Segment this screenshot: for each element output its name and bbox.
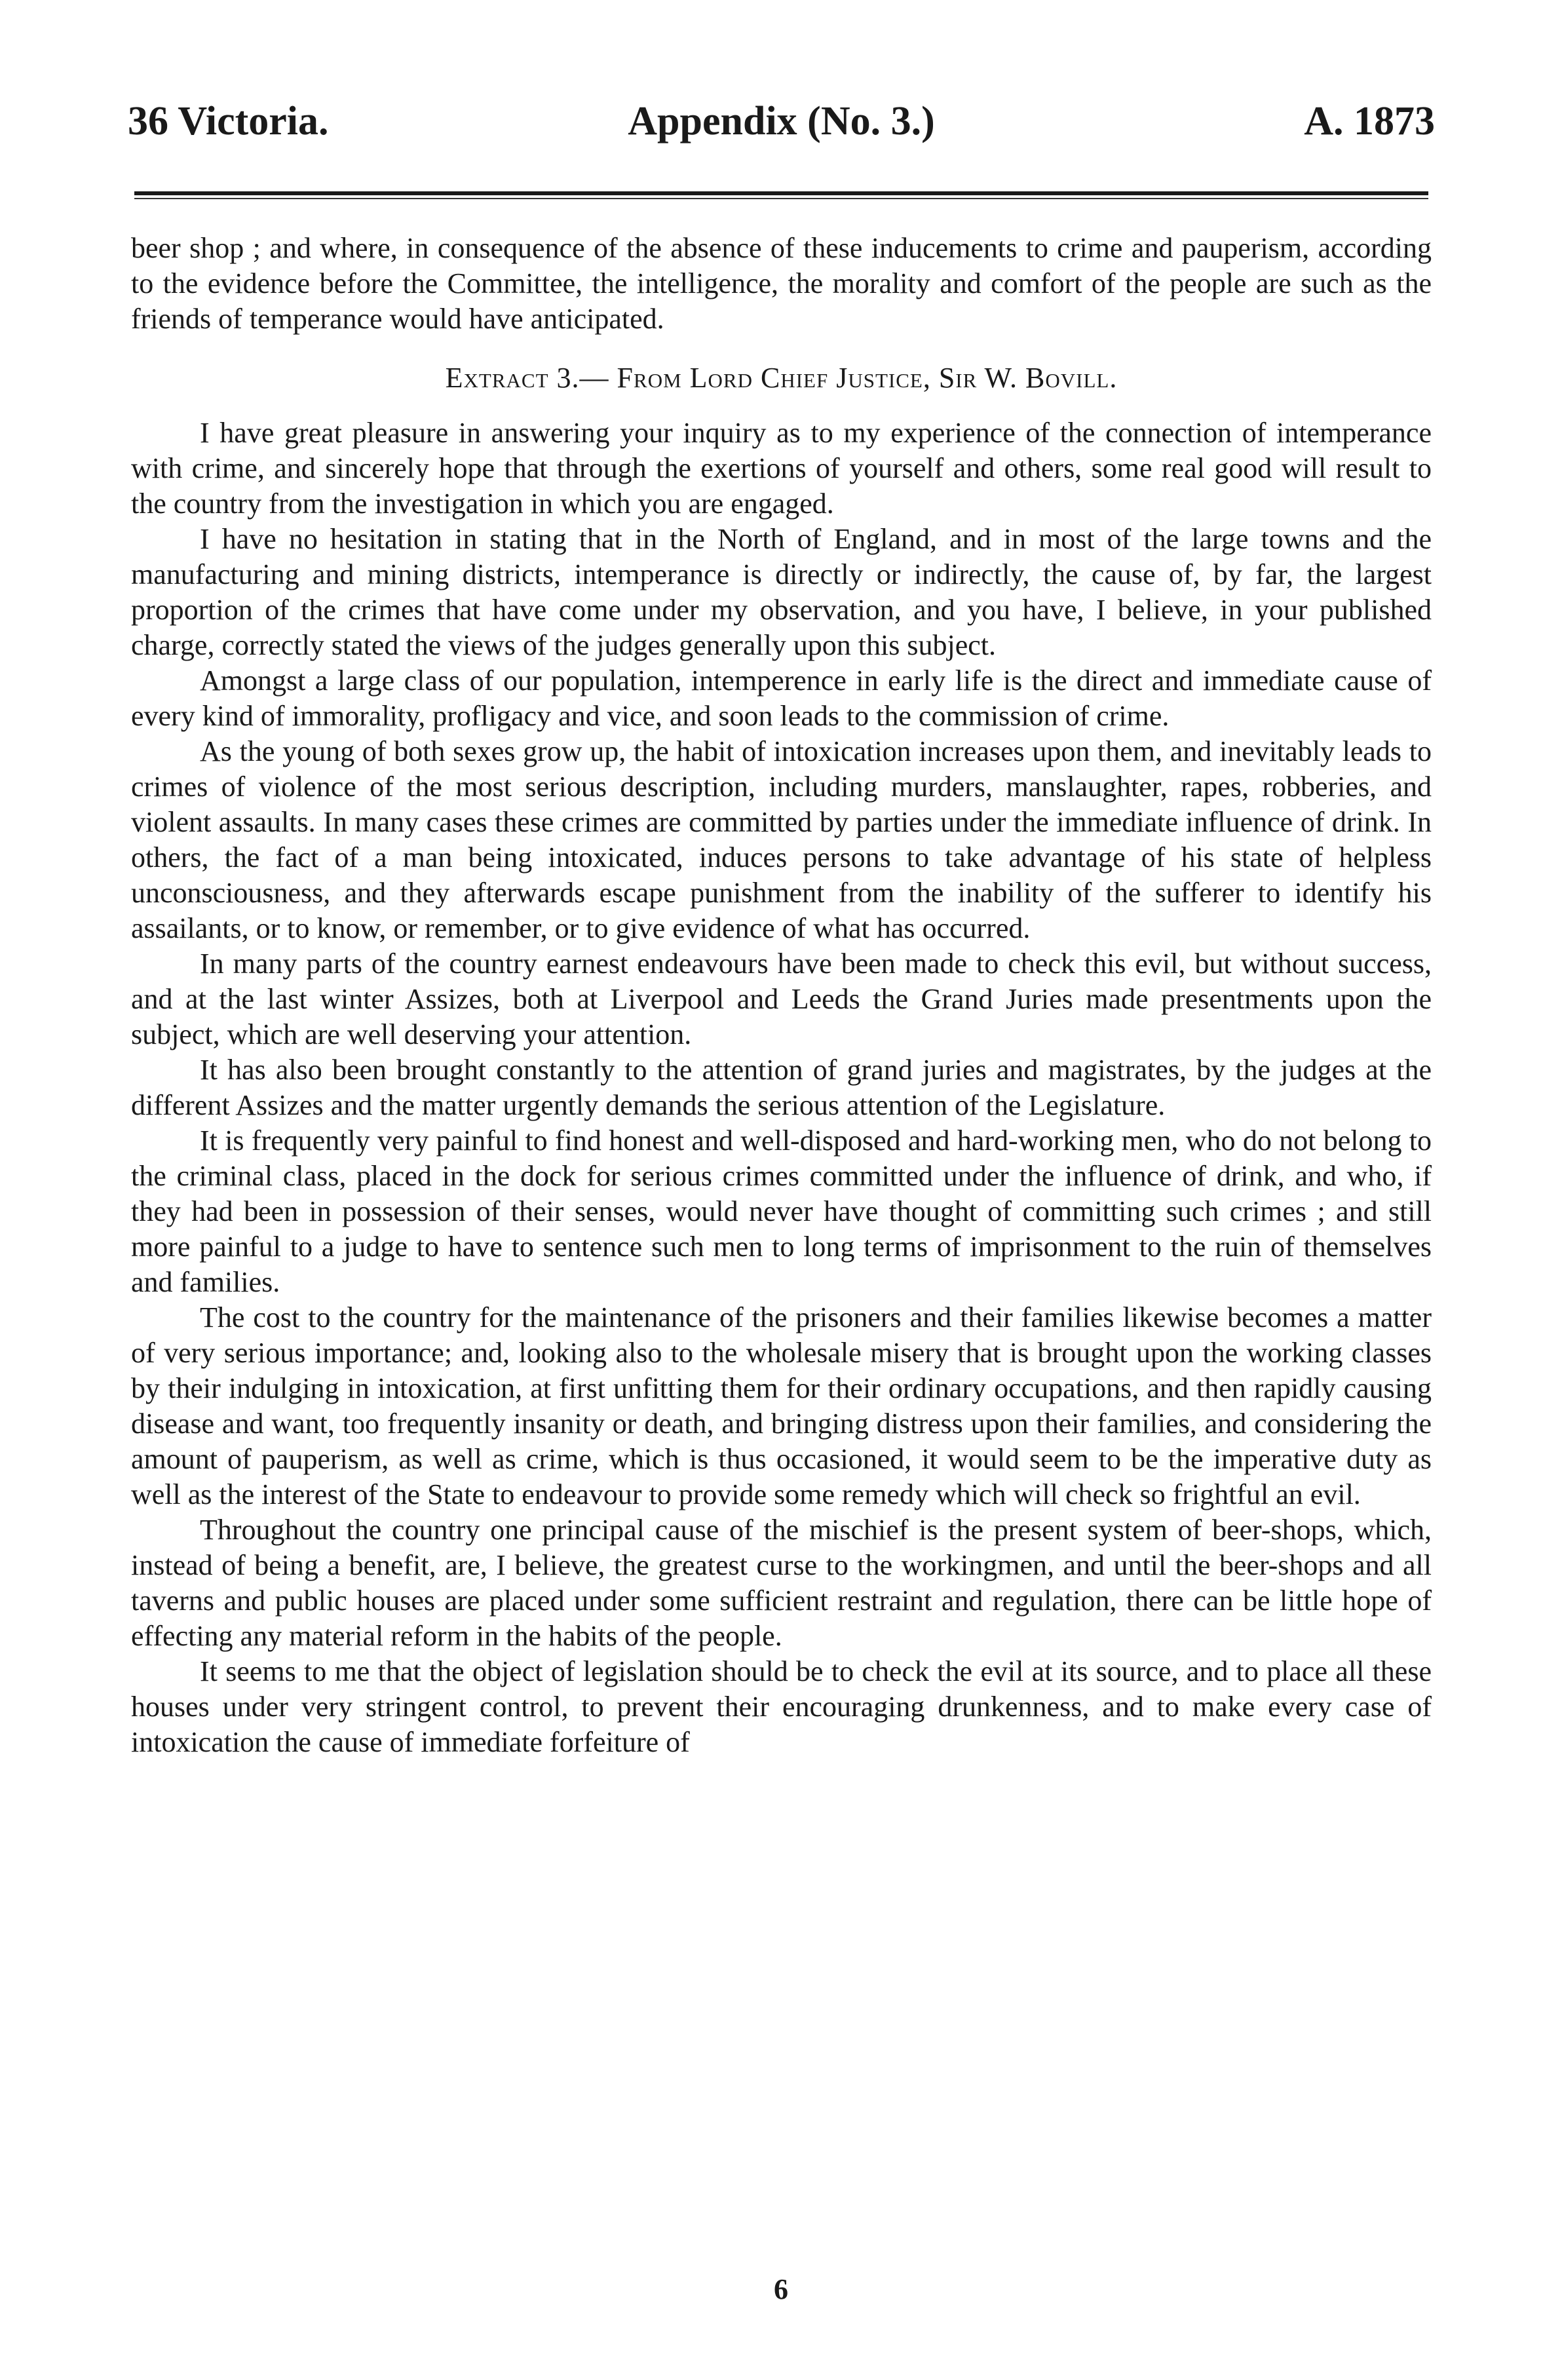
header-rule-thick xyxy=(134,191,1428,195)
paragraph: I have great pleasure in answering your inquiry as to my experience of the connection of intemperance with crime, and sincerely hope that through the exertions of yourself and others, some real good will result to the country from the investigation in which you are engaged. xyxy=(131,417,1432,520)
paragraph: Throughout the country one principal cause of the mischief is the present system of beer-shops, which, instead of being a benefit, are, I believe, the greatest curse to the workingmen, and until the beer-shops and all taverns and public houses are placed under some sufficient restraint and regulation, there can be little hope of effecting any material reform in the habits of the people. xyxy=(131,1514,1432,1652)
paragraph: The cost to the country for the maintenance of the prisoners and their families likewise becomes a matter of very serious importance; and, looking also to the wholesale misery that is brought upon the working classes by their indulging in intoxication, at first unfitting them for their ordinary occupations, and then rapidly causing disease and want, too frequently insanity or death, and bringing distress upon their families, and considering the amount of pauperism, as well as crime, which is thus occasioned, it would seem to be the imperative duty as well as the interest of the State to endeavour to provide some remedy which will check so frightful an evil. xyxy=(131,1301,1432,1510)
page-number: 6 xyxy=(774,2273,788,2305)
paragraph: As the young of both sexes grow up, the habit of intoxication increases upon them, and inevitably leads to crimes of violence of the most serious description, including murders, manslaughter, rapes, robberies, and violent assaults. In many cases these crimes are committed by parties under the immediate influence of drink. In others, the fact of a man being intoxicated, induces persons to take advantage of his state of helpless unconsciousness, and they afterwards escape punishment from the inability of the sufferer to identify his assailants, or to know, or remember, or to give evidence of what has occurred. xyxy=(131,735,1432,944)
paragraph: It has also been brought constantly to the attention of grand juries and magistrates, by the judges at the different Assizes and the matter urgently demands the serious attention of the Legislature. xyxy=(131,1054,1432,1121)
opening-paragraph: beer shop ; and where, in consequence of the absence of these inducements to crime and pauperism, according to the evidence before the Committee, the intelligence, the morality and comfort of the people are such as the friends of temperance would have anticipated. xyxy=(131,232,1432,335)
header-year: A. 1873 xyxy=(1304,99,1435,144)
paragraph: In many parts of the country earnest endeavours have been made to check this evil, but without success, and at the last winter Assizes, both at Liverpool and Leeds the Grand Juries made presentments upon the subject, which are well deserving your attention. xyxy=(131,948,1432,1050)
running-header xyxy=(128,92,1435,151)
paragraph: It is frequently very painful to find honest and well-disposed and hard-working men, who do not belong to the criminal class, placed in the dock for serious crimes committed under the influence of drink, and who, if they had been in possession of their senses, would never have thought of committing such crimes ; and still more painful to a judge to have to sentence such men to long terms of imprisonment to the ruin of themselves and families. xyxy=(131,1124,1432,1298)
paragraph: It seems to me that the object of legislation should be to check the evil at its source, and to place all these houses under very stringent control, to prevent their encouraging drunkenness, and to make every case of intoxication the cause of immediate forfeiture of xyxy=(131,1655,1432,1758)
extract-heading: Extract 3.— From Lord Chief Justice, Sir W. Bovill. xyxy=(445,362,1118,394)
body-text xyxy=(131,231,1432,1760)
header-rule-thin xyxy=(134,198,1428,199)
paragraph: I have no hesitation in stating that in the North of England, and in most of the large towns and the manufacturing and mining districts, intemperance is directly or indirectly, the cause of, by far, the largest proportion of the crimes that have come under my observation, and you have, I believe, in your published charge, correctly stated the views of the judges generally upon this subject. xyxy=(131,523,1432,661)
paragraph: Amongst a large class of our population, intemperence in early life is the direct and immediate cause of every kind of immorality, profligacy and vice, and soon leads to the commission of crime. xyxy=(131,664,1432,732)
header-session: 36 Victoria. xyxy=(128,99,329,144)
header-appendix: Appendix (No. 3.) xyxy=(628,99,935,144)
